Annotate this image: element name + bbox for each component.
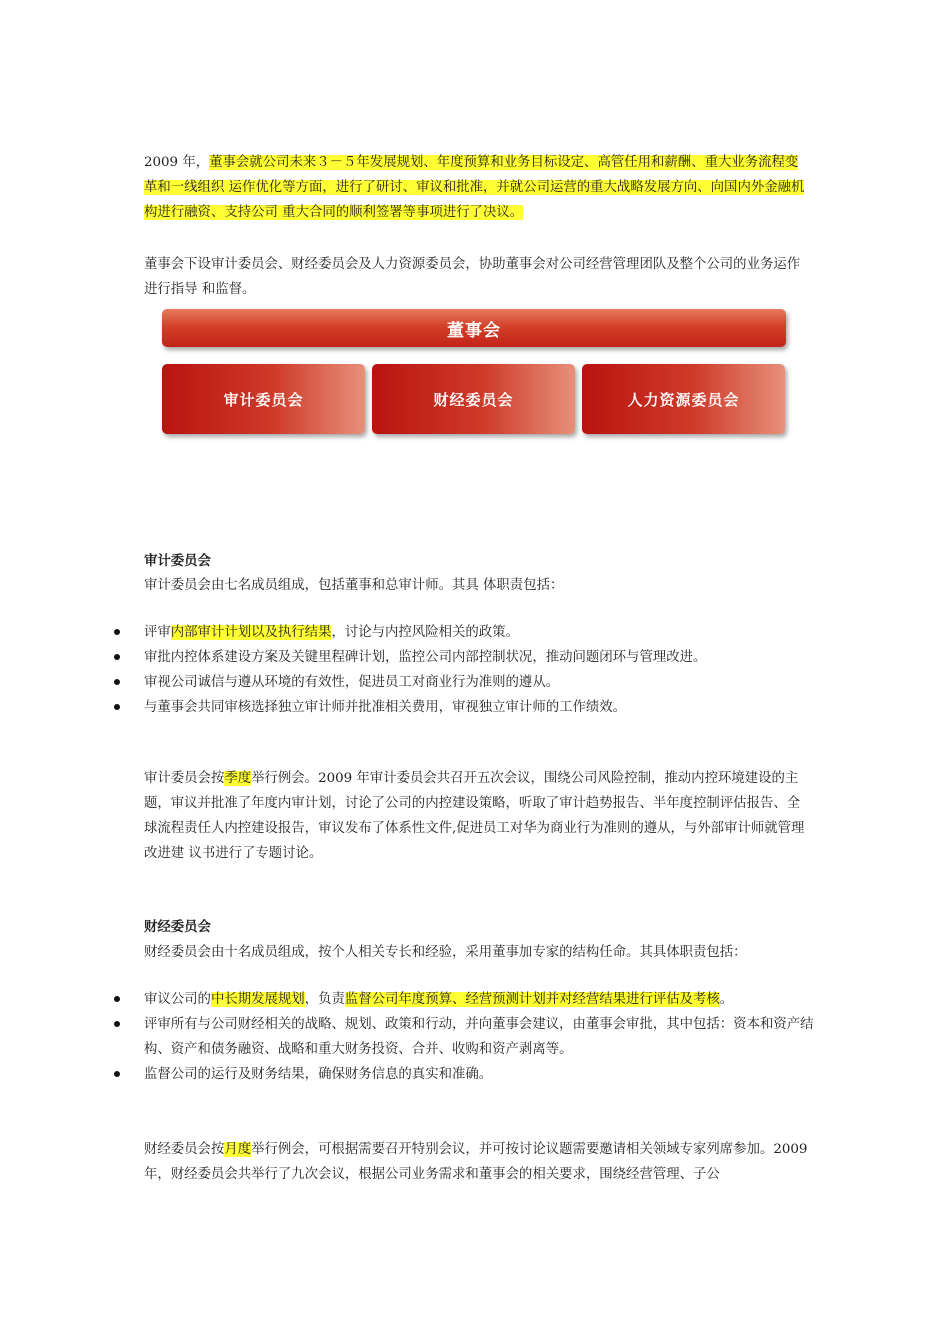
intro-year-prefix: 2009 年， [144,155,210,170]
list-item [114,670,814,695]
paragraph-highlight: 月度 [224,1142,252,1157]
intro-paragraph-committees: 董事会下设审计委员会、财经委员会及人力资源委员会，协助董事会对公司经营管理团队及整个公司的业务运作进行指导 和监督。 [144,257,801,297]
list-item-text: 评审所有与公司财经相关的战略、规划、政策和行动，并向董事会建议，由董事会审批，其中包括：资本和资产结构、资产和债务融资、战略和重大财务投资、合并、收购和资产剥离等。 [144,1017,814,1057]
finance-duties-list [114,987,814,1087]
paragraph-text: 审计委员会按 [144,771,225,786]
bullet-dot [114,996,120,1002]
paragraph-text: 举行例会。2009 年审计委员会共召开五次会议，围绕公司风险控制，推动内控环境建设的主题，审议并批准了年度内审计划，讨论了公司的内控建设策略，听取了审计趋势报告、半年度控制评估报告、全球流程责任人内控建设报告，审议发布了体系性文件,促进员工对华为商业行为准则的遵从，与外部审计师就管理改进建 议书进行了专题讨论。 [144,771,805,861]
bullet-dot [114,654,120,660]
org-box-audit-committee: 审计委员会 [162,364,365,434]
bullet-dot [114,1071,120,1077]
audit-intro: 审计委员会由七名成员组成，包括董事和总审计师。其具 体职责包括： [144,578,564,593]
bullet-dot [114,704,120,710]
list-item [114,1012,814,1062]
list-item-text: 监督公司的运行及财务结果，确保财务信息的真实和准确。 [144,1067,493,1082]
paragraph-text: 财经委员会按 [144,1142,225,1157]
list-item-text: 审议公司的 [144,992,211,1007]
intro-highlighted-text: 董事会就公司未来３－５年发展规划、年度预算和业务目标设定、高管任用和薪酬、重大业务流程变革和一线组织 运作优化等方面，进行了研讨、审议和批准，并就公司运营的重大战略发展方向、向国内外金融机构进行融资、支持公司 重大合同的顺利签署等事项进行了决议。 [144,155,805,220]
list-item-highlight: 内部审计计划以及执行结果 [170,625,332,640]
list-item-highlight: 监督公司年度预算、经营预测计划并对经营结果进行评估及考核 [344,992,720,1007]
org-box-finance-committee: 财经委员会 [372,364,575,434]
audit-heading: 审计委员会 [144,554,211,569]
list-item-text: 与董事会共同审核选择独立审计师并批准相关费用，审视独立审计师的工作绩效。 [144,700,627,715]
org-box-board: 董事会 [162,309,786,347]
list-item [114,695,814,720]
list-item [114,1062,814,1087]
list-item-text: 。 [719,992,734,1007]
bullet-dot [114,679,120,685]
finance-intro: 财经委员会由十名成员组成，按个人相关专长和经验，采用董事加专家的结构任命。其具体职责包括： [144,945,747,960]
list-item-text: 审视公司诚信与遵从环境的有效性，促进员工对商业行为准则的遵从。 [144,675,560,690]
org-box-hr-committee: 人力资源委员会 [582,364,785,434]
paragraph-text: 举行例会，可根据需要召开特别会议，并可按讨论议题需要邀请相关领域专家列席参加。2009 年，财经委员会共举行了九次会议，根据公司业务需求和董事会的相关要求，围绕经营管理、子公 [144,1142,808,1182]
list-item-text: ，负责 [304,992,345,1007]
finance-heading: 财经委员会 [144,920,211,935]
list-item [114,645,814,670]
audit-duties-list [114,620,814,720]
list-item-text: ，讨论与内控风险相关的政策。 [331,625,519,640]
bullet-dot [114,1021,120,1027]
org-chart [162,309,788,439]
audit-meeting-paragraph [144,766,809,866]
list-item [114,620,814,645]
list-item-text: 审批内控体系建设方案及关键里程碑计划，监控公司内部控制状况，推动问题闭环与管理改进。 [144,650,707,665]
list-item [114,987,814,1012]
intro-paragraph-board-resolutions [144,150,809,225]
list-item-text: 评审 [144,625,171,640]
finance-meeting-paragraph [144,1137,819,1187]
paragraph-highlight: 季度 [224,771,252,786]
list-item-highlight: 中长期发展规划 [210,992,305,1007]
bullet-dot [114,629,120,635]
